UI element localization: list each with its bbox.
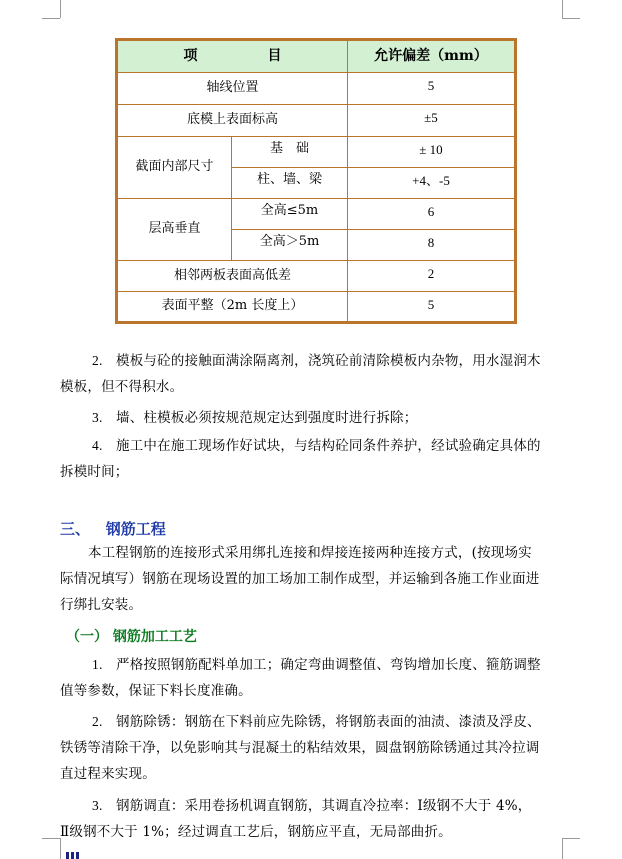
line-text: Ⅱ级钢不大于 1%；经过调直工艺后，钢筋应平直，无局部曲折。 bbox=[60, 824, 452, 840]
table-row bbox=[118, 261, 515, 292]
line-text: 本工程钢筋的连接形式采用绑扎连接和焊接连接两种连接方式，(按现场实 bbox=[88, 545, 532, 561]
list-item bbox=[60, 793, 560, 845]
row-value: ± 10 bbox=[348, 137, 515, 168]
line-text: 直过程来实现。 bbox=[60, 766, 156, 782]
row-subitem: 全高≤5m bbox=[232, 199, 348, 230]
crop-mark bbox=[562, 18, 580, 19]
line-text: 拆模时间； bbox=[60, 464, 129, 480]
line-text: 模板，但不得积水。 bbox=[60, 379, 184, 395]
crop-mark bbox=[42, 18, 60, 19]
line-text: 施工中在施工现场作好试块，与结构砼同条件养护，经试验确定具体的 bbox=[116, 438, 541, 454]
row-value: 6 bbox=[348, 199, 515, 230]
line-text: 钢筋调直：采用卷扬机调直钢筋，其调直冷拉率：Ⅰ级钢不大于 4%， bbox=[116, 798, 532, 814]
list-index: 1. bbox=[92, 657, 103, 672]
row-item: 表面平整（2m 长度上） bbox=[118, 292, 348, 322]
subsection-heading bbox=[66, 626, 197, 646]
intro-paragraph bbox=[60, 540, 560, 618]
row-value: 5 bbox=[348, 292, 515, 322]
page-marker-icon bbox=[66, 852, 80, 859]
list-item bbox=[60, 709, 560, 787]
table-row bbox=[118, 105, 515, 137]
table-row bbox=[118, 292, 515, 322]
subsection-number: （一） bbox=[66, 629, 108, 645]
row-value: +4、-5 bbox=[348, 168, 515, 199]
header-item: 项 目 bbox=[118, 41, 348, 73]
header-tolerance: 允许偏差（mm） bbox=[348, 41, 515, 73]
line-text: 值等参数，保证下料长度准确。 bbox=[60, 683, 252, 699]
row-item: 相邻两板表面高低差 bbox=[118, 261, 348, 292]
row-subitem: 基 础 bbox=[232, 137, 348, 168]
table-header-row bbox=[118, 41, 515, 73]
list-index: 3. bbox=[92, 410, 103, 425]
line-text: 严格按照钢筋配料单加工；确定弯曲调整值、弯钩增加长度、箍筋调整 bbox=[116, 657, 541, 673]
row-value: ±5 bbox=[348, 105, 515, 137]
line-text: 钢筋除锈：钢筋在下料前应先除锈，将钢筋表面的油渍、漆渍及浮皮、 bbox=[116, 714, 541, 730]
table-row bbox=[118, 137, 515, 168]
section-title: 钢筋工程 bbox=[105, 520, 166, 538]
line-text: 铁锈等清除干净，以免影响其与混凝土的粘结效果，圆盘钢筋除锈通过其冷拉调 bbox=[60, 740, 540, 756]
row-item: 轴线位置 bbox=[118, 73, 348, 105]
row-item: 底模上表面标高 bbox=[118, 105, 348, 137]
row-value: 2 bbox=[348, 261, 515, 292]
row-group: 层高垂直 bbox=[118, 199, 232, 261]
crop-mark bbox=[562, 838, 580, 839]
line-text: 模板与砼的接触面满涂隔离剂，浇筑砼前清除模板内杂物，用水湿润木 bbox=[116, 353, 541, 369]
list-index: 2. bbox=[92, 353, 103, 368]
section-heading bbox=[60, 518, 166, 539]
table-row bbox=[118, 73, 515, 105]
row-value: 8 bbox=[348, 230, 515, 261]
section-number: 三、 bbox=[60, 520, 91, 538]
line-text: 行绑扎安装。 bbox=[60, 597, 143, 613]
table-row bbox=[118, 199, 515, 230]
crop-mark bbox=[60, 0, 61, 18]
crop-mark bbox=[562, 0, 563, 18]
row-value: 5 bbox=[348, 73, 515, 105]
row-subitem: 柱、墙、梁 bbox=[232, 168, 348, 199]
list-item bbox=[60, 405, 560, 431]
list-item bbox=[60, 433, 560, 485]
crop-mark bbox=[42, 838, 60, 839]
list-item bbox=[60, 348, 560, 400]
subsection-title: 钢筋加工工艺 bbox=[112, 629, 197, 645]
list-index: 2. bbox=[92, 714, 103, 729]
row-subitem: 全高＞5m bbox=[232, 230, 348, 261]
list-index: 4. bbox=[92, 438, 103, 453]
row-group: 截面内部尺寸 bbox=[118, 137, 232, 199]
list-index: 3. bbox=[92, 798, 103, 813]
line-text: 墙、柱模板必须按规范规定达到强度时进行拆除； bbox=[116, 410, 418, 426]
crop-mark bbox=[562, 838, 563, 859]
list-item bbox=[60, 652, 560, 704]
line-text: 际情况填写）钢筋在现场设置的加工场加工制作成型，并运输到各施工作业面进 bbox=[60, 571, 540, 587]
tolerance-table bbox=[115, 38, 517, 324]
